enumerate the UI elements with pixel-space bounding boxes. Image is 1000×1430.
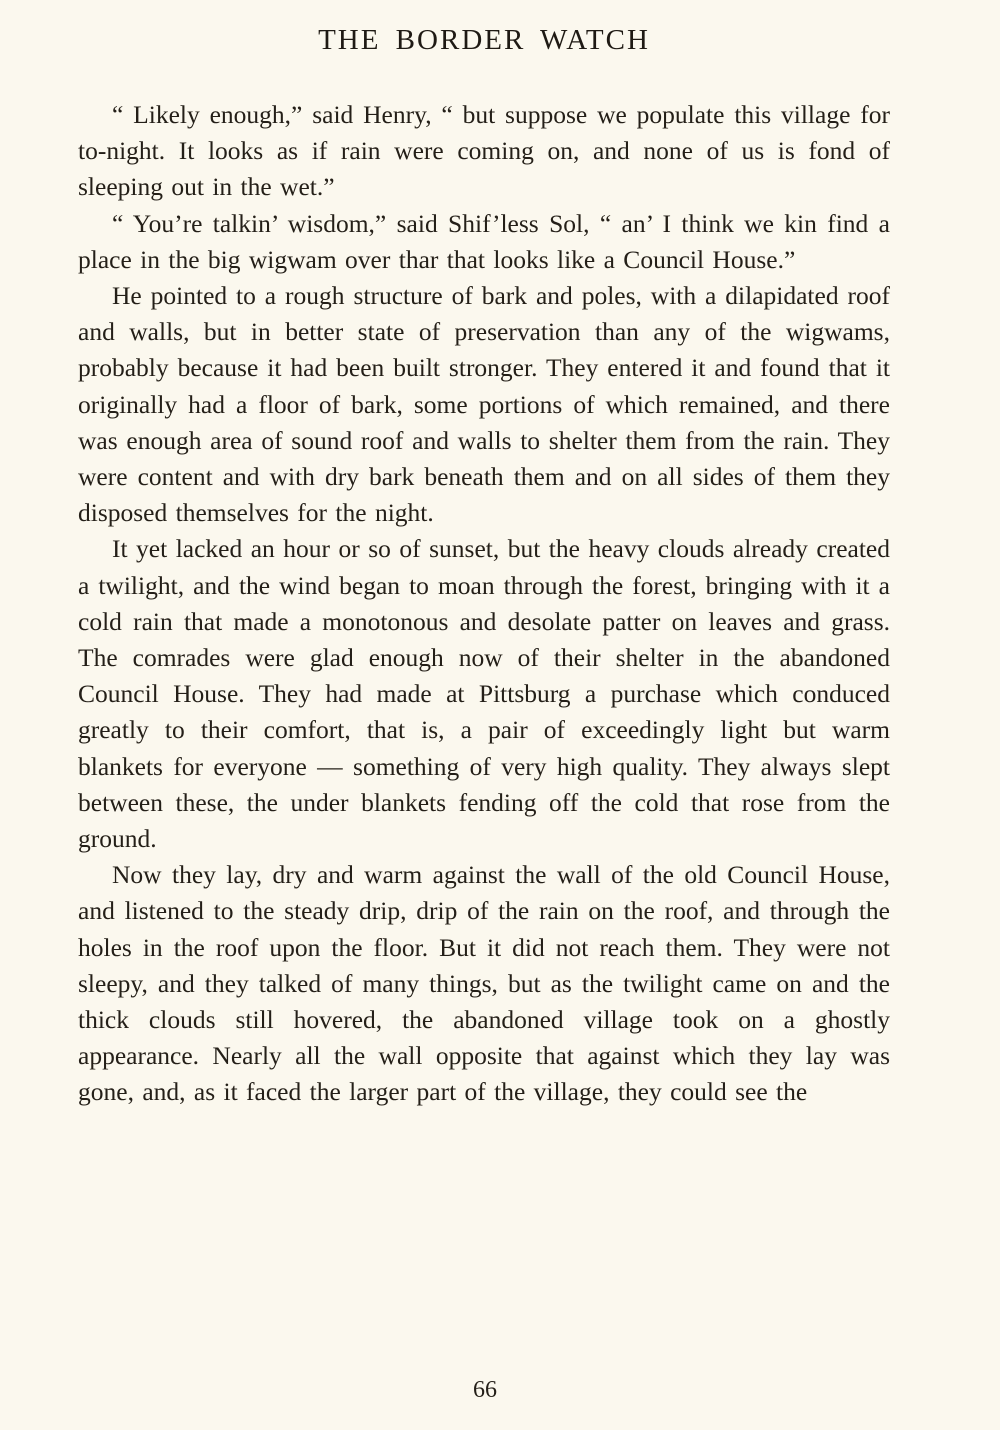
page-header-title: THE BORDER WATCH bbox=[318, 24, 650, 56]
page-number: 66 bbox=[473, 1377, 497, 1403]
paragraph-2: “ You’re talkin’ wisdom,” said Shif’less Sol, “ an’ I think we kin find a place in the big wigwam over thar that looks like a Council House.” bbox=[78, 208, 890, 274]
paragraph-5: Now they lay, dry and warm against the wall of the old Council House, and listened to the steady drip, drip of the rain on the roof, and through the holes in the roof upon the floor. But it did not reach them. They were not sleepy, and they talked of many things, but as the twilight came on and the thick clouds still hovered, the abandoned village took on a ghostly appearance. Nearly all the wall opposite that against which they lay was gone, and, as it faced the larger part of the village, they could see the bbox=[78, 860, 890, 1107]
paragraph-3: He pointed to a rough structure of bark and poles, with a dilapidated roof and walls, but in better state of preservation than any of the wigwams, probably because it had been built stronger. They entered it and found that it originally had a floor of bark, some portions of which remained, and there was enough area of sound roof and walls to shelter them from the rain. They were content and with dry bark beneath them and on all sides of them they disposed themselves for the night. bbox=[78, 281, 890, 528]
page-body bbox=[78, 97, 890, 1111]
paragraph-1: “ Likely enough,” said Henry, “ but suppose we populate this village for to-night. It looks as if rain were coming on, and none of us is fond of sleeping out in the wet.” bbox=[78, 100, 890, 202]
paragraph-4: It yet lacked an hour or so of sunset, but the heavy clouds already created a twilight, and the wind began to moan through the forest, bringing with it a cold rain that made a monotonous and desolate patter on leaves and grass. The comrades were glad enough now of their shelter in the abandoned Council House. They had made at Pittsburg a purchase which conduced greatly to their comfort, that is, a pair of exceedingly light but warm blankets for everyone — something of very high quality. They always slept between these, the under blankets fending off the cold that rose from the ground. bbox=[78, 534, 890, 854]
